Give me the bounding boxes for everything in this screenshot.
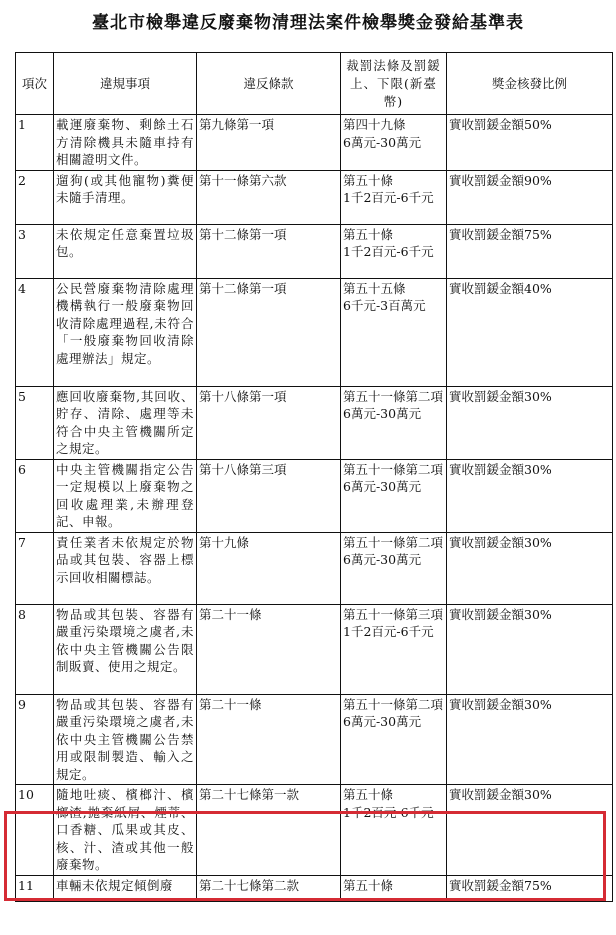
row-no: 11: [16, 875, 54, 901]
row-item: 物品或其包裝、容器有嚴重污染環境之虞者,未依中央主管機關公告禁用或限制製造、輸入之規定。: [54, 694, 197, 785]
table-row: [16, 875, 613, 901]
table-row: [16, 386, 613, 459]
header-penalty: 裁罰法條及罰鍰上、下限(新臺幣): [341, 53, 447, 115]
row-clause: 第十九條: [197, 532, 341, 604]
header-clause: 違反條款: [197, 53, 341, 115]
row-clause: 第二十一條: [197, 604, 341, 694]
row-no: 7: [16, 532, 54, 604]
row-reward: 實收罰鍰金額40%: [447, 278, 613, 386]
header-no: 項次: [16, 53, 54, 115]
row-reward: 實收罰鍰金額50%: [447, 115, 613, 171]
row-clause: 第十八條第一項: [197, 386, 341, 459]
header-reward: 獎金核發比例: [447, 53, 613, 115]
row-reward: 實收罰鍰金額30%: [447, 785, 613, 876]
row-penalty: 第五十條 1千2百元-6千元: [341, 224, 447, 278]
row-no: 10: [16, 785, 54, 876]
row-no: 5: [16, 386, 54, 459]
row-item: 載運廢棄物、剩餘土石方清除機具未隨車持有相關證明文件。: [54, 115, 197, 171]
row-no: 6: [16, 459, 54, 532]
table-row: [16, 532, 613, 604]
table-row: [16, 694, 613, 785]
row-item: 未依規定任意棄置垃圾包。: [54, 224, 197, 278]
table-row: [16, 224, 613, 278]
row-item: 物品或其包裝、容器有嚴重污染環境之虞者,未依中央主管機關公告限制販賣、使用之規定。: [54, 604, 197, 694]
row-penalty: 第五十條: [341, 875, 447, 901]
row-item: 公民營廢棄物清除處理機構執行一般廢棄物回收清除處理過程,未符合「一般廢棄物回收清除處理辦法」規定。: [54, 278, 197, 386]
row-clause: 第十八條第三項: [197, 459, 341, 532]
row-clause: 第九條第一項: [197, 115, 341, 171]
row-penalty: 第五十條 1千2百元-6千元: [341, 170, 447, 224]
row-penalty: 第五十一條第三項 1千2百元-6千元: [341, 604, 447, 694]
table-row: [16, 785, 613, 876]
row-item: 遛狗(或其他寵物)糞便未隨手清理。: [54, 170, 197, 224]
row-reward: 實收罰鍰金額75%: [447, 875, 613, 901]
row-penalty: 第五十一條第二項 6萬元-30萬元: [341, 386, 447, 459]
row-clause: 第二十一條: [197, 694, 341, 785]
row-reward: 實收罰鍰金額30%: [447, 532, 613, 604]
table-row: [16, 459, 613, 532]
table-header-row: [16, 53, 613, 115]
row-penalty: 第五十一條第二項 6萬元-30萬元: [341, 694, 447, 785]
row-item: 隨地吐痰、檳榔汁、檳榔渣,拋棄紙屑、煙蒂、口香糖、瓜果或其皮、核、汁、渣或其他一般廢棄物。: [54, 785, 197, 876]
row-reward: 實收罰鍰金額75%: [447, 224, 613, 278]
table-row: [16, 115, 613, 171]
row-reward: 實收罰鍰金額30%: [447, 604, 613, 694]
table-row: [16, 604, 613, 694]
reward-standards-table: [15, 52, 613, 902]
row-no: 4: [16, 278, 54, 386]
row-reward: 實收罰鍰金額30%: [447, 694, 613, 785]
row-no: 2: [16, 170, 54, 224]
row-clause: 第二十七條第一款: [197, 785, 341, 876]
row-item: 中央主管機關指定公告一定規模以上廢棄物之回收處理業,未辦理登記、申報。: [54, 459, 197, 532]
row-no: 3: [16, 224, 54, 278]
row-penalty: 第五十一條第二項 6萬元-30萬元: [341, 459, 447, 532]
row-reward: 實收罰鍰金額30%: [447, 386, 613, 459]
table-row: [16, 170, 613, 224]
row-penalty: 第四十九條 6萬元-30萬元: [341, 115, 447, 171]
table-row: [16, 278, 613, 386]
row-item: 應回收廢棄物,其回收、貯存、清除、處理等未符合中央主管機關所定之規定。: [54, 386, 197, 459]
row-clause: 第二十七條第二款: [197, 875, 341, 901]
row-clause: 第十二條第一項: [197, 278, 341, 386]
header-item: 違規事項: [54, 53, 197, 115]
row-item: 責任業者未依規定於物品或其包裝、容器上標示回收相關標誌。: [54, 532, 197, 604]
row-no: 1: [16, 115, 54, 171]
row-no: 9: [16, 694, 54, 785]
row-penalty: 第五十條 1千2百元-6千元: [341, 785, 447, 876]
row-reward: 實收罰鍰金額30%: [447, 459, 613, 532]
row-reward: 實收罰鍰金額90%: [447, 170, 613, 224]
row-clause: 第十二條第一項: [197, 224, 341, 278]
row-no: 8: [16, 604, 54, 694]
row-penalty: 第五十一條第二項 6萬元-30萬元: [341, 532, 447, 604]
row-item: 車輛未依規定傾倒廢: [54, 875, 197, 901]
row-penalty: 第五十五條 6千元-3百萬元: [341, 278, 447, 386]
row-clause: 第十一條第六款: [197, 170, 341, 224]
document-title: 臺北市檢舉違反廢棄物清理法案件檢舉獎金發給基準表: [92, 13, 524, 33]
